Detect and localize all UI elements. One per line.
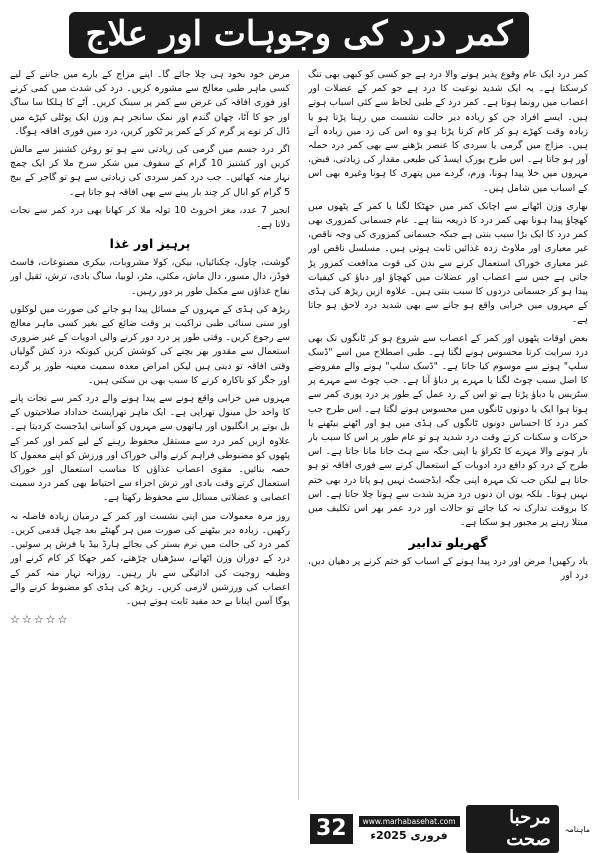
magazine-logo: مرحبا صحت <box>466 805 559 852</box>
stars-separator: ☆☆☆☆☆ <box>10 613 70 627</box>
paragraph: ریڑھ کی ہڈی کے مہروں کے مسائل پیدا ہو جانے کی صورت میں لوکلوں اور سنی سنائی طبی تراکیب پر وقت ضائع کیے بغیر کسی ماہر معالج سے رجوع کریں۔ وقتی طور پر درد دور کرنے والی ادویات کے غیر ضروری استعمال سے مقدور بھر بچنے کی کوشش کریں کیونکہ درد کش گولیاں وقتی افاقہ تو دیتی ہیں لیکن امراض معدہ سمیت معینہ طور پر گردے اور جگر کو ناکارہ کرنے کا سبب بھی بن سکتی ہیں۔ <box>10 303 290 386</box>
website-link[interactable]: www.marhabasehat.com <box>359 816 460 827</box>
paragraph: روز مرہ معمولات میں اپنی نشست اور کمر کے درمیان زیادہ فاصلہ نہ رکھیں۔ زیادہ دیر بیٹھنے کی صورت میں ہر گھنٹے بعد چہل قدمی کریں۔ کمر درد کی حالت میں نرم بستر کی بجائے ہارڈ بیڈ یا فرش پر سوئیں۔ درد کے دوران وزن اٹھانے، سیڑھیاں چڑھنے، کمر جھکا کر کام کرنے اور وظیفہ زوجیت کی ادائیگی سے باز رہیں۔ روزانہ نہار منہ کمر کے اعصاب کی ورزشیں لازمی کریں۔ ریڑھ کی ہڈی کو مضبوط کرنے والے یوگا آسن اپنانا بے حد مفید ثابت ہوتے ہیں۔ <box>10 510 290 607</box>
footer-meta <box>359 816 460 842</box>
column-divider <box>298 70 299 800</box>
section-heading-home-remedies: گھریلو تدابیر <box>408 534 488 550</box>
paragraph: مرض خود بخود ہی چلا جائے گا۔ اپنے مزاج کے بارے میں جاننے کے لیے کسی ماہر طبی معالج سے مشورہ کریں۔ درد کی شدت میں کمی کرنے اور فوری افاقہ کی غرض سے کمر پر سینک کریں۔ آٹے کا ہلکا سا ساگ اور جو کا آٹا، چھان گندم اور نمک سانجر ہم وزن ایک پوٹلی کپڑے میں ڈال کر توے پر گرم کر کے کمر پر ٹکور کریں، درد میں فوری افاقہ ہوگا۔ <box>10 69 290 137</box>
paragraph: گوشت، چاول، چکنائیاں، بیکن، کولا مشروبات، بیکری مصنوعات، فاسٹ فوڈز، دال مسور، دال ماش، مکئی، مٹر، لوبیا، ساگ بادی، ترش، ثقیل اور نفاخ غذاؤں سے مکمل طور پر دور رہیں۔ <box>10 257 290 297</box>
issue-date: فروری 2025ء <box>370 829 448 842</box>
monthly-label: ماہنامہ <box>564 824 590 834</box>
paragraph: انجیر 7 عدد، مغز اخروٹ 10 تولہ ملا کر کھانا بھی درد کمر سے نجات دلاتا ہے۔ <box>10 204 290 231</box>
paragraph: یاد رکھیں! مرض اور درد پیدا ہونے کے اسباب کو ختم کرنے پر دھیان دیں، درد اور <box>308 555 588 581</box>
left-column <box>10 68 290 808</box>
article-title: کمر درد کی وجوہات اور علاج <box>69 12 528 57</box>
section-heading-diet: پرہیز اور غذا <box>109 236 191 252</box>
page-number: 32 <box>310 814 353 844</box>
paragraph: مہروں میں خرابی واقع ہونے سے پیدا ہونے والے درد کمر سے نجات پانے کا واحد حل مینول تھراپی ہے۔ ایک ماہر تھراپسٹ خداداد صلاحیتوں کے بل بوتے پر انگلیوں اور ہاتھوں سے مہروں کو آسانی ایڈجسٹ کردیتا ہے۔ علاوہ ازیں کمر درد سے مستقل محفوظ رہنے کے لیے کمر اور کمر کے پٹھوں کو مضبوطی فراہم کرنے والی خوراک اور ورزش کو اپنے معمول کا حصہ بنائیں۔ مقوی اعصاب غذاؤں کا مناسب استعمال اور خوراک استعمال کرتے وقت بادی اور ترش اجزاء سے احتیاط بھی کمر درد سمیت اعصابی و عضلاتی مسائل سے محفوظ رکھتا ہے۔ <box>10 393 290 504</box>
paragraph: کمر درد ایک عام وقوع پذیر ہونے والا درد ہے جو کسی کو کبھی بھی تنگ کرسکتا ہے۔ یہ ایک شدید نوعیت کا درد ہے جو کمر کے عضلات اور اعصاب میں رونما ہوتا ہے۔ کمر درد کے طبی لحاظ سے کئی اسباب ہوتے ہیں۔ ایسے افراد جن کو زیادہ دیر حالت نشست میں رہنا پڑتا ہو یا زیادہ وقت کھڑے ہو کر کام کرنا پڑتا ہو وہ اس کی زد میں زیادہ آتے ہیں۔ مزاج میں گرمی یا سردی کا عنصر بڑھنے سے بھی کمر درد حملہ آور ہو جاتا ہے۔ اس طرح یورک ایسڈ کی طبعی مقدار کی زیادتی، قبض، مہروں میں خلا پیدا ہونا، ورم، گردے میں پتھری کا ہونا وغیرہ بھی اس کے اسباب میں شامل ہیں۔ <box>308 69 588 194</box>
paragraph: بعض اوقات پٹھوں اور کمر کے اعصاب سے شروع ہو کر ٹانگوں تک بھی درد سرایت کرتا محسوس ہونے لگتا ہے۔ طبی اصطلاح میں اسے "ڈسک سلپ" ہونے سے موسوم کیا جاتا ہے۔ "ڈسک سلپ" ہونے والے مفروضے کا اصل سبب چوٹ لگنا یا مہرے پر دباؤ آنا ہے۔ جب چوٹ سے مہرے پر سٹریس یا دباؤ پڑتا ہے تو اس کے رد عمل کے طور پر درد پوری کمر سے ہوتا ہوا ایک یا دونوں ٹانگوں میں محسوس ہونے لگتا ہے۔ اس طرح جب کمر درد کا احساس دونوں ٹانگوں کی ہڈی میں ہو اور اٹھنے بیٹھنے یا حرکات و سکنات کرتے وقت درد شدید ہو تو عام طور پر اس کا سبب بار بار ہونے والا مہرے کا ٹکراؤ یا اپنی جگہ سے ہٹ جانا مانا جاتا ہے۔ اس طرح کے درد کو دافع درد ادویات کے استعمال کرنے سے فوری افاقہ تو ہو جاتا ہے لیکن جب تک مہرہ اپنی جگہ ایڈجسٹ نہیں ہو پاتا درد بھی ختم نہیں ہوتا۔ بلکہ یوں ان دنوں درد مزید شدت سے ہوتا چلا جاتا ہے۔ اس کا بروقت تدارک نہ کیا جائے تو حالات اور درد عمر بھر اس تکلیف میں مبتلا رہنے پر مجبور ہو سکتا ہے۔ <box>308 332 588 529</box>
right-column <box>308 68 588 808</box>
title-banner <box>20 6 578 64</box>
paragraph: اگر درد جسم میں گرمی کی زیادتی سے ہو تو روغن کشنیز سے مالش کریں اور کشنیز 10 گرام کے سفوف میں شکر سرخ ملا کر ایک چمچ نہار منہ کھائیں۔ جب درد کمر سردی کی زیادتی سے ہو تو گاجر کے بیج 5 گرام کو ابال کر چند بار پینے سے بھی افاقہ ہو جاتا ہے۔ <box>10 144 290 198</box>
paragraph: بھاری وزن اٹھانے سے اچانک کمر میں جھٹکا لگنا یا کمر کے پٹھوں میں کھچاؤ پیدا ہونا بھی کمر درد کا ذریعہ بنتا ہے۔ عام جسمانی کمزوری بھی کمر درد کا ایک بڑا سبب بنتی ہے جبکہ جسمانی کمزوری کی وجہ ناقص، غیر معیاری اور ملاوٹ زدہ غذائیں ثابت ہوتی ہیں۔ مسلسل ناقص اور غیر معیاری خوراک استعمال کرنے سے بدن کی قوت مدافعت کمزور پڑ جاتی ہے جس سے اعصاب اور عضلات میں کھچاؤ اور دباؤ کی کیفیات پیدا ہو کر جسمانی دردوں کا سبب بنتی ہیں۔ علاوہ ازیں ریڑھ کی ہڈی کے مہروں میں خرابی واقع ہو جانے سے بھی شدید درد لاحق ہو جاتا ہے۔ <box>308 200 588 326</box>
page-footer <box>310 807 590 850</box>
